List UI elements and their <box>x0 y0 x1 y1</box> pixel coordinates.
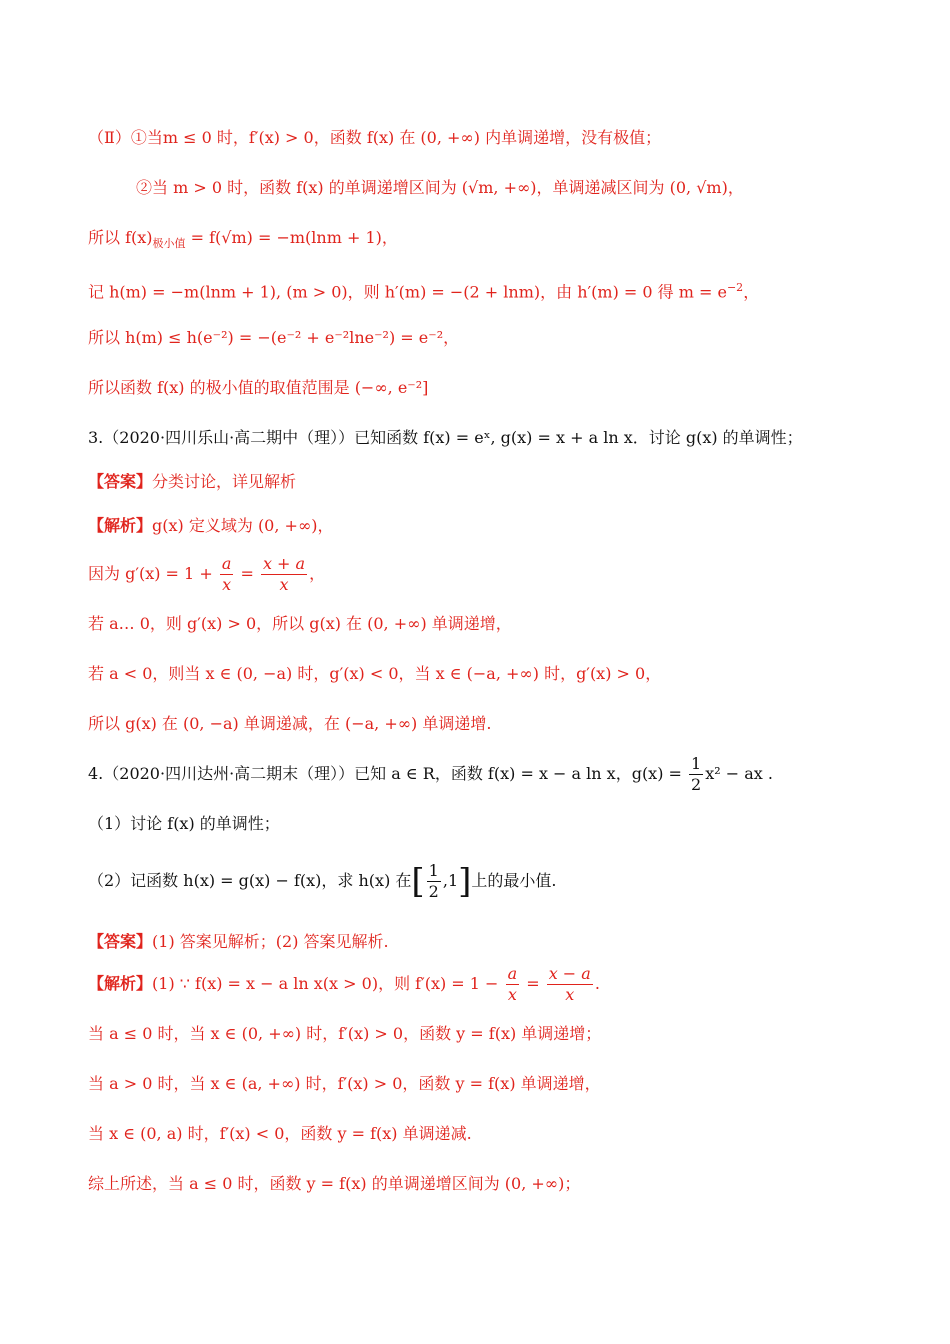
line-part2-case2: ②当 m > 0 时，函数 f(x) 的单调递增区间为 (√m, +∞)，单调递减区间为 (0, √m)， <box>136 178 744 197</box>
line-define-h: 记 h(m) = −m(lnm + 1), (m > 0)，则 h′(m) = −(2 + lnm)，由 h′(m) = 0 得 $m = e^{-2}$， <box>88 281 760 302</box>
line-case-a-gt-0: 当 a > 0 时，当 x ∈ (a, +∞) 时，f′(x) > 0，函数 y = f(x) 单调递增， <box>88 1074 601 1093</box>
problem-4-part1: （1）讨论 f(x) 的单调性； <box>88 814 280 833</box>
fraction-one-half: $\frac{1}{2}$ <box>691 754 702 794</box>
line-case-a-neg: 若 a < 0，则当 x ∈ (0, −a) 时，g′(x) < 0，当 x ∈ (−a, +∞) 时，g′(x) > 0， <box>88 664 662 683</box>
line-summary: 综上所述，当 a ≤ 0 时，函数 y = f(x) 的单调递增区间为 (0, +∞)； <box>88 1174 581 1193</box>
problem-4-answer: 【答案】(1) 答案见解析；(2) 答案见解析. <box>88 932 389 951</box>
problem-3-analysis: 【解析】g(x) 定义域为 (0, +∞)， <box>88 516 334 535</box>
problem-4-analysis: 【解析】(1) ∵ f(x) = x − a ln x(x > 0)，则 f′(x) = 1 − $\frac{a}{x}$ = $\frac{x - a}{x}$ . <box>88 964 600 1004</box>
line-part2-case1: （Ⅱ）①当m ≤ 0 时，f′(x) > 0，函数 f(x) 在 (0, +∞) 内单调递增，没有极值； <box>88 128 662 147</box>
fraction-one-half-interval: $\frac{1}{2}$ <box>428 861 439 901</box>
problem-3-answer: 【答案】分类讨论，详见解析 <box>88 472 297 491</box>
line-case-a-nonneg: 若 a… 0，则 g′(x) > 0，所以 g(x) 在 (0, +∞) 单调递增， <box>88 614 512 633</box>
line-case-x-in-0-a: 当 x ∈ (0, a) 时，f′(x) < 0，函数 y = f(x) 单调递减. <box>88 1124 472 1143</box>
problem-4-part2: （2）记函数 h(x) = g(x) − f(x)，求 h(x) 在[ $\frac{1}{2}$ ,1]上的最小值. <box>88 861 557 902</box>
fraction-x-minus-a-over-x: $\frac{x - a}{x}$ <box>548 964 591 1004</box>
left-bracket: [ <box>411 861 425 902</box>
line-case-a-le-0: 当 a ≤ 0 时，当 x ∈ (0, +∞) 时，f′(x) > 0，函数 y = f(x) 单调递增； <box>88 1024 602 1043</box>
line-range-conclusion: 所以函数 f(x) 的极小值的取值范围是 (−∞, e⁻²] <box>88 378 429 397</box>
problem-4-statement: 4.（2020·四川达州·高二期末（理））已知 a ∈ R，函数 f(x) = x − a ln x，g(x) = $\frac{1}{2}$ x² − ax . <box>88 754 773 794</box>
line-h-bound: 所以 h(m) ≤ h(e⁻²) = −(e⁻² + e⁻²lne⁻²) = e⁻²， <box>88 328 460 347</box>
fraction-a-over-x: $\frac{a}{x}$ <box>221 554 232 594</box>
fraction-a-over-x-2: $\frac{a}{x}$ <box>507 964 518 1004</box>
fraction-x-plus-a-over-x: $\frac{x + a}{x}$ <box>262 554 306 594</box>
line-min-value: 所以 $f(x)_{极小值} = f(√m) = -m(\ln m + 1)$， <box>88 228 398 251</box>
line-g-conclusion: 所以 g(x) 在 (0, −a) 单调递减，在 (−a, +∞) 单调递增. <box>88 714 492 733</box>
line-derivative-g: 因为 g′(x) = 1 + $\frac{a}{x}$ = $\frac{x + a}{x}$ ， <box>88 554 326 594</box>
problem-3-statement: 3.（2020·四川乐山·高二期中（理））已知函数 f(x) = eˣ, g(x) = x + a ln x．讨论 g(x) 的单调性； <box>88 428 803 447</box>
right-bracket: ] <box>458 861 472 902</box>
